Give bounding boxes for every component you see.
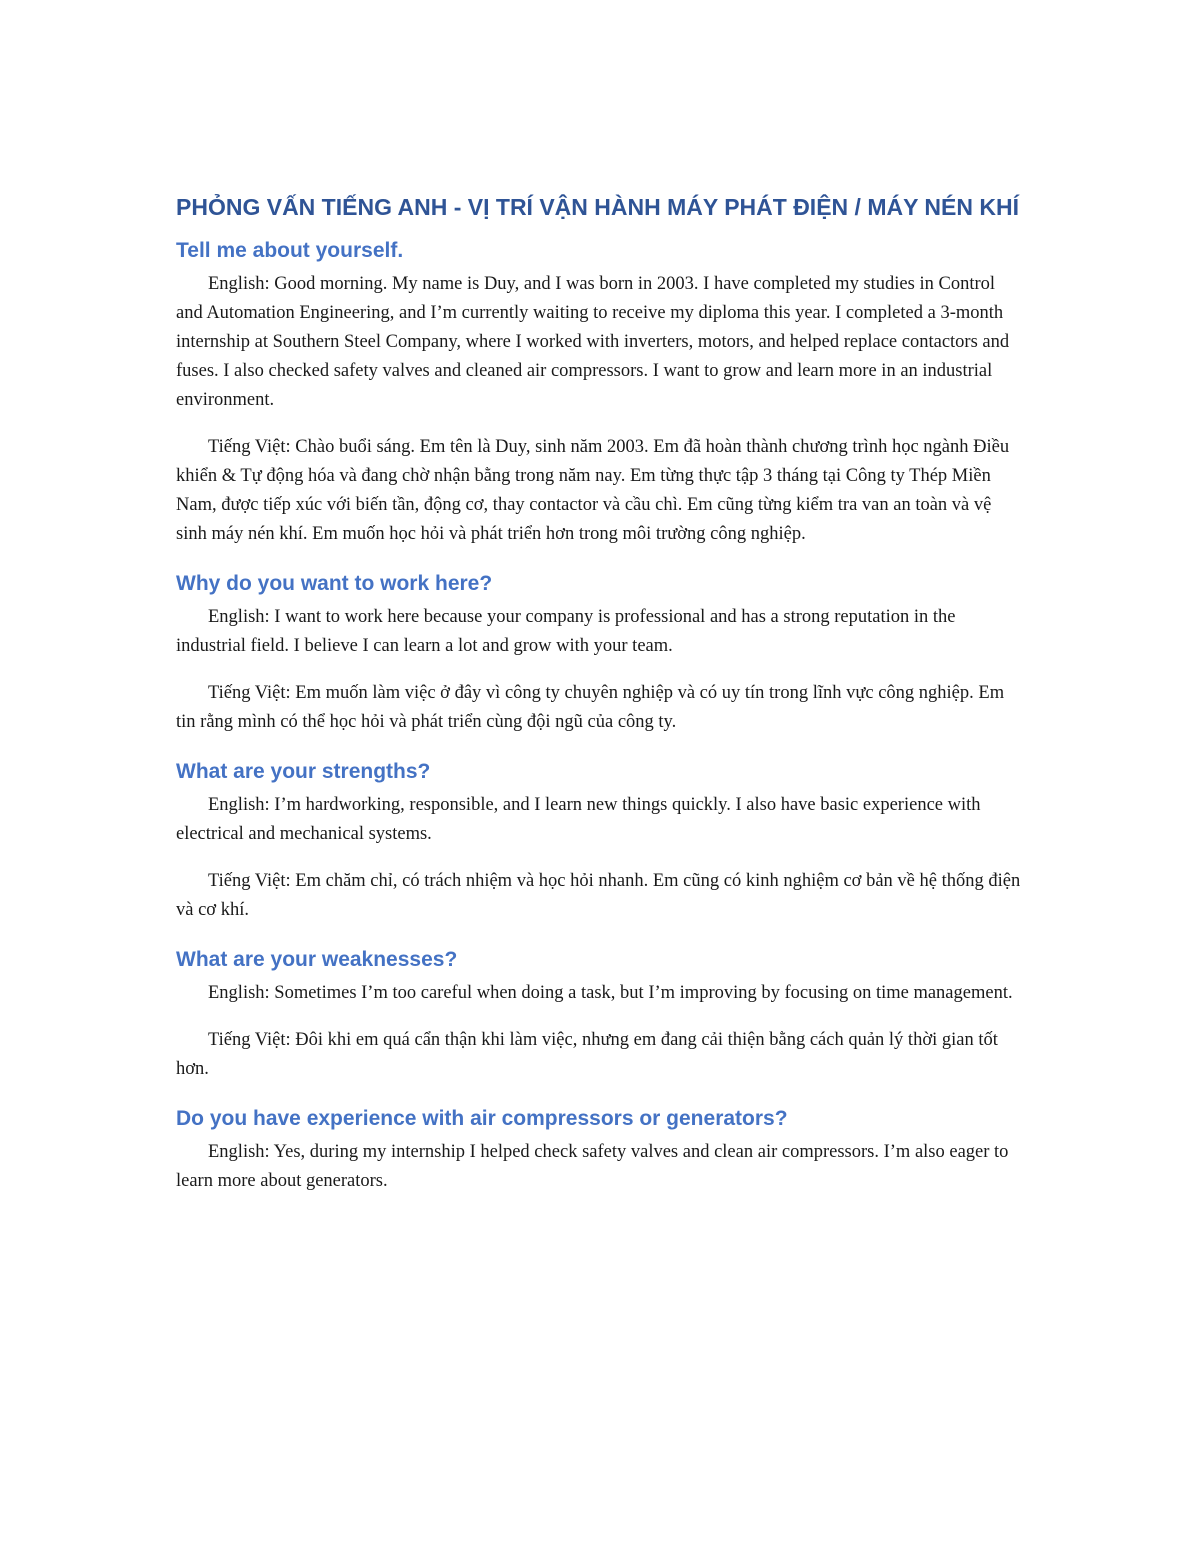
english-answer: English: Yes, during my internship I helped check safety valves and clean air compressors. I’m also eager to learn more about generators.: [176, 1142, 1009, 1191]
qa-section-about-yourself: [176, 236, 1021, 549]
vietnamese-answer: Tiếng Việt: Em chăm chỉ, có trách nhiệm và học hỏi nhanh. Em cũng có kinh nghiệm cơ bản về hệ thống điện và cơ khí.: [176, 871, 1021, 920]
vietnamese-answer: Tiếng Việt: Đôi khi em quá cẩn thận khi làm việc, nhưng em đang cải thiện bằng cách quản lý thời gian tốt hơn.: [176, 1030, 998, 1079]
qa-section-strengths: [176, 757, 1021, 925]
question-heading: What are your strengths?: [176, 760, 431, 783]
question-heading: Do you have experience with air compressors or generators?: [176, 1107, 788, 1130]
english-answer: English: I’m hardworking, responsible, and I learn new things quickly. I also have basic experience with electrical and mechanical systems.: [176, 795, 981, 844]
english-answer: English: Good morning. My name is Duy, and I was born in 2003. I have completed my studies in Control and Automation Engineering, and I’m currently waiting to receive my diploma this year. I completed a 3-month internship at Southern Steel Company, where I worked with inverters, motors, and helped replace contactors and fuses. I also checked safety valves and cleaned air compressors. I want to grow and learn more in an industrial environment.: [176, 274, 1010, 410]
question-heading: What are your weaknesses?: [176, 948, 458, 971]
document-page: [176, 188, 1021, 1216]
qa-section-compressor-experience: [176, 1104, 1021, 1196]
vietnamese-answer: Tiếng Việt: Em muốn làm việc ở đây vì công ty chuyên nghiệp và có uy tín trong lĩnh vực công nghiệp. Em tin rằng mình có thể học hỏi và phát triển cùng đội ngũ của công ty.: [176, 683, 1005, 732]
question-heading: Why do you want to work here?: [176, 572, 493, 595]
english-answer: English: I want to work here because your company is professional and has a strong reputation in the industrial field. I believe I can learn a lot and grow with your team.: [176, 607, 956, 656]
qa-section-weaknesses: [176, 945, 1021, 1084]
qa-section-why-work-here: [176, 569, 1021, 737]
question-heading: Tell me about yourself.: [176, 239, 404, 262]
document-title: PHỎNG VẤN TIẾNG ANH - VỊ TRÍ VẬN HÀNH MÁY PHÁT ĐIỆN / MÁY NÉN KHÍ: [176, 194, 1019, 220]
english-answer: English: Sometimes I’m too careful when doing a task, but I’m improving by focusing on time management.: [208, 983, 1013, 1003]
vietnamese-answer: Tiếng Việt: Chào buổi sáng. Em tên là Duy, sinh năm 2003. Em đã hoàn thành chương trình học ngành Điều khiển & Tự động hóa và đang chờ nhận bằng trong năm nay. Em từng thực tập 3 tháng tại Công ty Thép Miền Nam, được tiếp xúc với biến tần, động cơ, thay contactor và cầu chì. Em cũng từng kiểm tra van an toàn và vệ sinh máy nén khí. Em muốn học hỏi và phát triển hơn trong môi trường công nghiệp.: [176, 437, 1010, 544]
